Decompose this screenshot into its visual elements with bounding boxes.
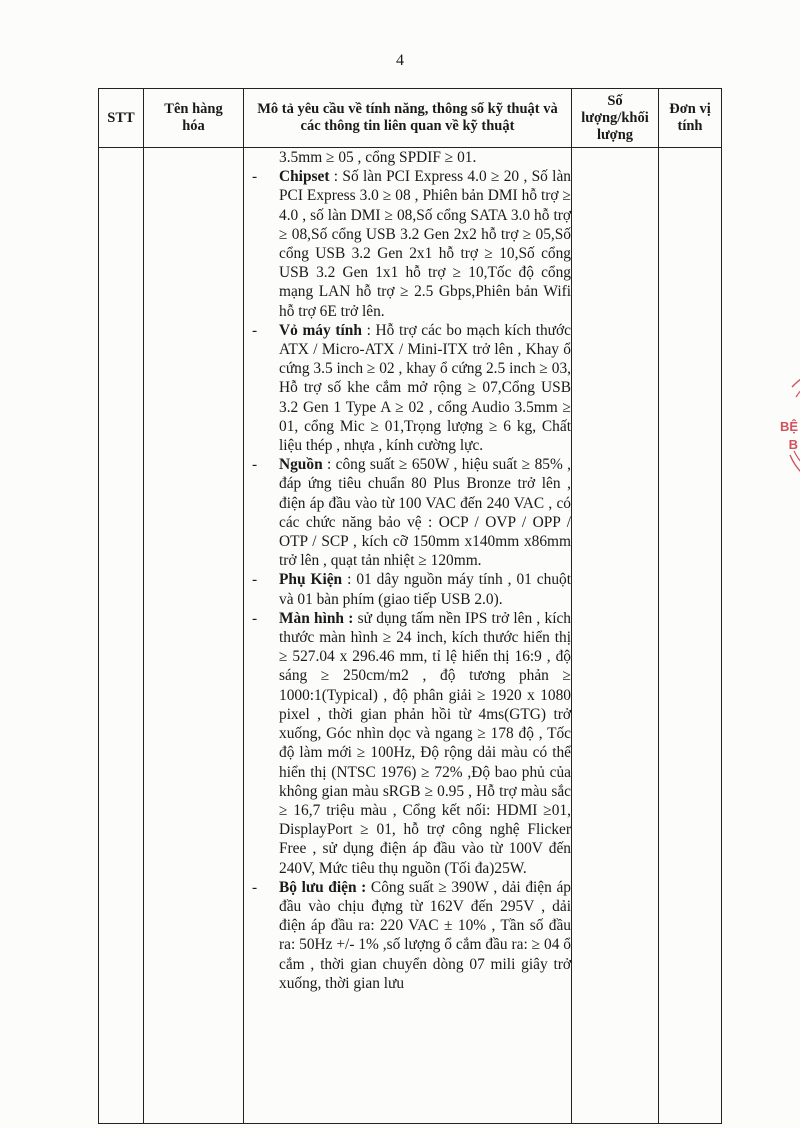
- spec-item-accessories: [244, 570, 571, 608]
- table-row: [99, 148, 722, 1124]
- stamp-text-2: B: [788, 437, 798, 452]
- cell-qty: [572, 148, 659, 1124]
- spec-term: Bộ lưu điện :: [279, 878, 367, 896]
- spec-item-monitor: [244, 609, 571, 878]
- cell-desc: [244, 148, 572, 1124]
- spec-text: : 01 dây nguồn máy tính , 01 chuột và 01 bàn phím (giao tiếp USB 2.0).: [279, 571, 571, 608]
- page-number: 4: [396, 52, 404, 69]
- dash-marker: -: [252, 878, 258, 896]
- spec-item-chipset: [244, 167, 571, 321]
- dash-marker: -: [252, 456, 258, 474]
- header-stt: STT: [99, 89, 144, 148]
- header-desc: Mô tả yêu cầu về tính năng, thông số kỹ thuật và các thông tin liên quan về kỹ thuật: [244, 89, 572, 148]
- dash-marker: -: [252, 321, 258, 339]
- header-name: Tên hàng hóa: [144, 89, 244, 148]
- spec-term: Nguồn: [279, 456, 323, 474]
- header-qty: Số lượng/khối lượng: [572, 89, 659, 148]
- spec-term: Chipset: [279, 168, 330, 186]
- dash-marker: -: [252, 168, 258, 186]
- spec-text: : Số làn PCI Express 4.0 ≥ 20 , Số làn PCI Express 3.0 ≥ 08 , Phiên bản DMI hỗ trợ ≥ 4.0 , số làn DMI ≥ 08,Số cổng SATA 3.0 hỗ trợ ≥ 08,Số cổng USB 3.2 Gen 2x2 hỗ trợ ≥ 05,Số cổng USB 3.2 Gen 2x1 hỗ trợ ≥ 10,Số cổng USB 3.2 Gen 1x1 hỗ trợ ≥ 10,Tốc độ cổng mạng LAN hỗ trợ ≥ 2.5 Gbps,Phiên bản Wifi hỗ trợ 6E trở lên.: [279, 168, 571, 320]
- cell-stt: [99, 148, 144, 1124]
- spec-list: [244, 148, 571, 993]
- spec-term: Vỏ máy tính: [279, 321, 362, 339]
- cell-unit: [659, 148, 722, 1124]
- spec-text: : công suất ≥ 650W , hiệu suất ≥ 85% , đáp ứng tiêu chuẩn 80 Plus Bronze trở lên , điện áp đầu vào từ 100 VAC đến 240 VAC , có các chức năng bảo vệ : OCP / OVP / OPP / OTP / SCP , kích cỡ 150mm x140mm x86mm trở lên , quạt tản nhiệt ≥ 120mm.: [279, 456, 571, 570]
- cell-name: [144, 148, 244, 1124]
- dash-marker: -: [252, 571, 258, 589]
- spec-continuation: 3.5mm ≥ 05 , cổng SPDIF ≥ 01.: [279, 149, 477, 166]
- table-header-row: [99, 89, 722, 148]
- spec-term: Phụ Kiện: [279, 571, 343, 589]
- spec-item-ups: [244, 878, 571, 993]
- spec-table: [98, 88, 722, 1124]
- stamp-text-1: BỆ: [779, 419, 798, 434]
- spec-text: Công suất ≥ 390W , dải điện áp đầu vào chịu đựng từ 162V đến 295V , dải điện áp đầu ra: 220 VAC ± 10% , Tần số đầu ra: 50Hz +/- 1% ,số lượng ổ cắm đầu ra: ≥ 04 ổ cắm , thời gian chuyển dòng 07 mili giây trở xuống, thời gian lưu: [279, 878, 571, 992]
- spec-item-psu: [244, 455, 571, 570]
- spec-text: sử dụng tấm nền IPS trở lên , kích thước màn hình ≥ 24 inch, kích thước hiển thị ≥ 527.04 x 296.46 mm, tỉ lệ hiển thị 16:9 , độ sáng ≥ 250cm/m2 , độ tương phản ≥ 1000:1(Typical) , độ phân giải ≥ 1920 x 1080 pixel , thời gian phản hồi từ 4ms(GTG) trở xuống, Góc nhìn dọc và ngang ≥ 178 độ , Tốc độ làm mới ≥ 100Hz, Độ rộng dải màu có thể hiển thị (NTSC 1976) ≥ 72% ,Độ bao phủ của không gian màu sRGB ≥ 0.95 , Hỗ trợ màu sắc ≥ 16,7 triệu màu , Cổng kết nối: HDMI ≥01, DisplayPort ≥ 01, hỗ trợ công nghệ Flicker Free , sử dụng điện áp đầu vào từ 100V đến 240V, Mức tiêu thụ nguồn (Tối đa)25W.: [279, 609, 571, 877]
- dash-marker: -: [252, 609, 258, 627]
- spec-text: : Hỗ trợ các bo mạch kích thước ATX / Micro-ATX / Mini-ITX trở lên , Khay ổ cứng 3.5 inch ≥ 02 , khay ổ cứng 2.5 inch ≥ 03, Hỗ trợ số khe cắm mở rộng ≥ 07,Cổng USB 3.2 Gen 1 Type A ≥ 02 , cổng Audio 3.5mm ≥ 01, cổng Mic ≥ 01,Trọng lượng ≥ 6 kg, Chất liệu thép , nhựa , kính cường lực.: [279, 321, 571, 455]
- spec-term: Màn hình :: [279, 609, 354, 627]
- red-stamp-edge: [774, 375, 800, 485]
- spec-item-case: [244, 321, 571, 455]
- header-unit: Đơn vị tính: [659, 89, 722, 148]
